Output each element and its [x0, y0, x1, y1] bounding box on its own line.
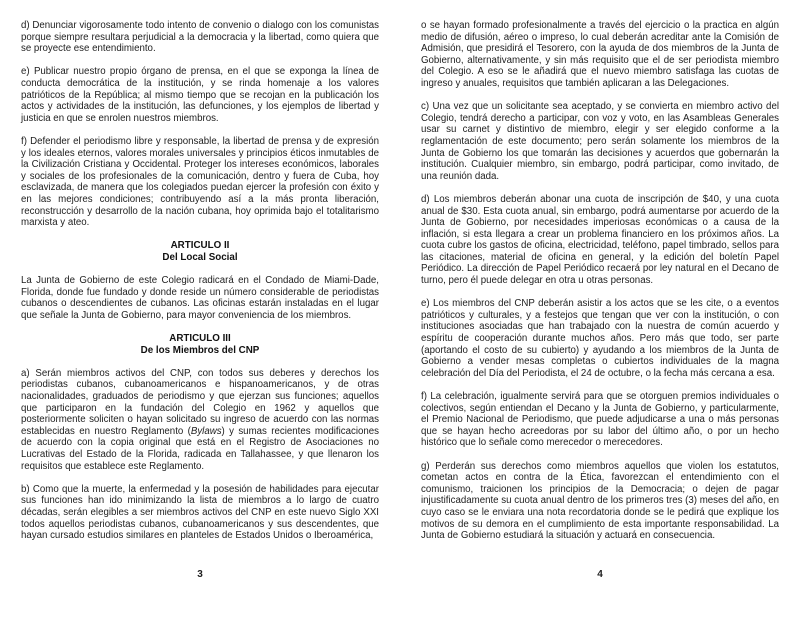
article-3-subtitle: De los Miembros del CNP [140, 344, 260, 356]
article-3-paragraph-b: b) Como que la muerte, la enfermedad y la posesión de habilidades para ejecutar sus funciones han ido minimizando la lista de miembros a lo largo de cuatro décadas, serán elegibles a ser miembros activos del CNP en este nuevo Siglo XXI todos aquellos periodistas cubanos, cubanoamericanos y sus descendentes, que hayan cursado estudios similares en planteles de Estados Unidos o Iberoamérica, [21, 483, 379, 542]
article-2-paragraph: La Junta de Gobierno de este Colegio radicará en el Condado de Miami-Dade, Florida, donde fue fundado y donde reside un número considerable de periodistas cubanos o descendientes de cubanos. Las oficinas estarán instaladas en el lugar que señale la Junta de Gobierno, para mayor conveniencia de los miembros. [21, 275, 379, 321]
paragraph-f: f) Defender el periodismo libre y responsable, la libertad de prensa y de expresión y los ideales eternos, valores morales universales y principios éticos inmutables de la Civilización Cristiana y Occidental. Proteger los intereses económicos, laborales y sociales de los profesionales de la comunicación, dentro y fuera de Cuba, hoy esclavizada, de manera que los colegiados puedan ejercer la profesión con éxito y en las mejores condiciones; contribuyendo así a la más pronta liberación, reconstrucción y desarrollo de la nación cubana, hoy oprimida bajo el totalitarismo marxista y ateo. [21, 135, 379, 229]
paragraph-a-text-2: ) y sumas recientes modificaciones de acuerdo con la copia original que está en el Registro de Asociaciones no Lucrativas del Estado de la Florida, radicada en Tallahassee, y que llenaron los requisitos que establece este Reglamento. [21, 425, 379, 472]
paragraph-a-text-1: a) Serán miembros activos del CNP, con todos sus deberes y derechos los periodistas cubanos, cubanoamericanos e hispanoamericanos, y de otras nacionalidades, graduados de periodismo y que ejerzan sus funciones; aquellos que participaron en la fundación del Colegio en 1962 y aquellos que posteriormente soliciten o hayan solicitado su ingreso de acuerdo con las normas establecidas en nuestro Reglamento ( [21, 367, 379, 437]
paragraph-f: f) La celebración, igualmente servirá para que se otorguen premios individuales o colectivos, según entiendan el Decano y la Junta de Gobierno, y particularmente, el Premio Nacional de Periodismo, que puede adjudicarse a una o más personas que se hayan hecho acreedoras por su labor del último año, o por un hecho histórico que lo señale como merecedor o merecedores. [421, 391, 779, 449]
article-3-title: ARTICULO III [169, 333, 231, 345]
page-number: 3 [197, 569, 203, 580]
page-4 [400, 0, 800, 618]
paragraph-c: c) Una vez que un solicitante sea aceptado, y se convierta en miembro activo del Colegio, tendrá derecho a participar, con voz y voto, en las Asambleas Generales usar su carnet y distintivo de miembro, elegir y ser elegido conforme a la reglamentación de este documento; pero serán solamente los miembros de la Junta de Gobierno los que tomarán las decisiones y acuerdos que gobernarán la institución. Cualquier miembro, sin embargo, podrá participar, como invitado, de una reunión dada. [421, 101, 779, 182]
page-4-content [421, 20, 779, 585]
page-number: 4 [597, 569, 603, 580]
paragraph-d: d) Denunciar vigorosamente todo intento de convenio o dialogo con los comunistas porque siempre resultara perjudicial a la democracia y la libertad, como quiera que se proyecte ese entendimiento. [21, 20, 379, 55]
bylaws-italic: Bylaws [190, 425, 222, 437]
paragraph-b-continued: o se hayan formado profesionalmente a través del ejercicio o la practica en algún medio de difusión, aéreo o impreso, lo cual deberán acreditar ante la Comisión de Admisión, que presidirá el Tesorero, con la ayuda de dos miembros de la Junta de Gobierno, alternativamente, y sin más requisito que el de ser periodista miembro del Colegio. A eso se le añadirá que el nuevo miembro satisfaga las cuotas de ingreso y anuales, requisitos que también aplicaran a las Delegaciones. [421, 20, 779, 89]
paragraph-e: e) Los miembros del CNP deberán asistir a los actos que se les cite, o a eventos patrióticos y culturales, y a festejos que tengan que ver con la institución, o con instituciones asociadas que han trabajado con la nuestra de común acuerdo y espíritu de cooperación durante muchos años. Pero más que todo, ser parte (aportando el costo de su cubierto) y ayudando a los miembros de la Junta de Gobierno a vender mesas completas o cubiertos individuales de la magna celebración del Día del Periodista, el 24 de octubre, o la fecha más cercana a esa. [421, 298, 779, 379]
paragraph-d: d) Los miembros deberán abonar una cuota de inscripción de $40, y una cuota anual de $30. Esta cuota anual, sin embargo, podrá aumentarse por acuerdo de la Junta de Gobierno, por necesidades imperiosas económicas o a causa de la inflación, si esta llegara a crear un problema financiero en los próximos años. La cuota cubre los gastos de oficina, electricidad, teléfono, papel timbrado, sellos para las citaciones, material de oficina en general, y la edición del boletín Papel Periódico. La dirección de Papel Periódico recaerá por ley natural en el Decano de turno, pero él puede delegar en otra u otras personas. [421, 193, 779, 287]
article-2-title: ARTICULO II [170, 240, 230, 252]
article-2-heading [21, 240, 379, 263]
article-3-heading [21, 333, 379, 356]
article-2-subtitle: Del Local Social [162, 251, 238, 263]
page-3-content [21, 20, 379, 585]
paragraph-e: e) Publicar nuestro propio órgano de prensa, en el que se exponga la línea de conducta democrática de la institución, y se rinda homenaje a los valores patrióticos de la República; al mismo tiempo que se recojan en la publicación los actos y actividades de la institución, las defunciones, y los ejemplos de libertad y justicia en que se enrolen nuestros miembros. [21, 66, 379, 124]
paragraph-g: g) Perderán sus derechos como miembros aquellos que violen los estatutos, cometan actos en contra de la Ética, favorezcan el entendimiento con el comunismo, traicionen los principios de la Democracia; o dejen de pagar injustificadamente su cuota anual dentro de los primeros tres (3) meses del año, en cuyo caso se le enviara una nota recordatoria donde se le pedirá que explique los motivos de su demora en el cumplimiento de esta importante responsabilidad. La Junta de Gobierno estudiará la situación y actuará en consecuencia. [421, 460, 779, 542]
article-3-paragraph-a [21, 368, 379, 472]
